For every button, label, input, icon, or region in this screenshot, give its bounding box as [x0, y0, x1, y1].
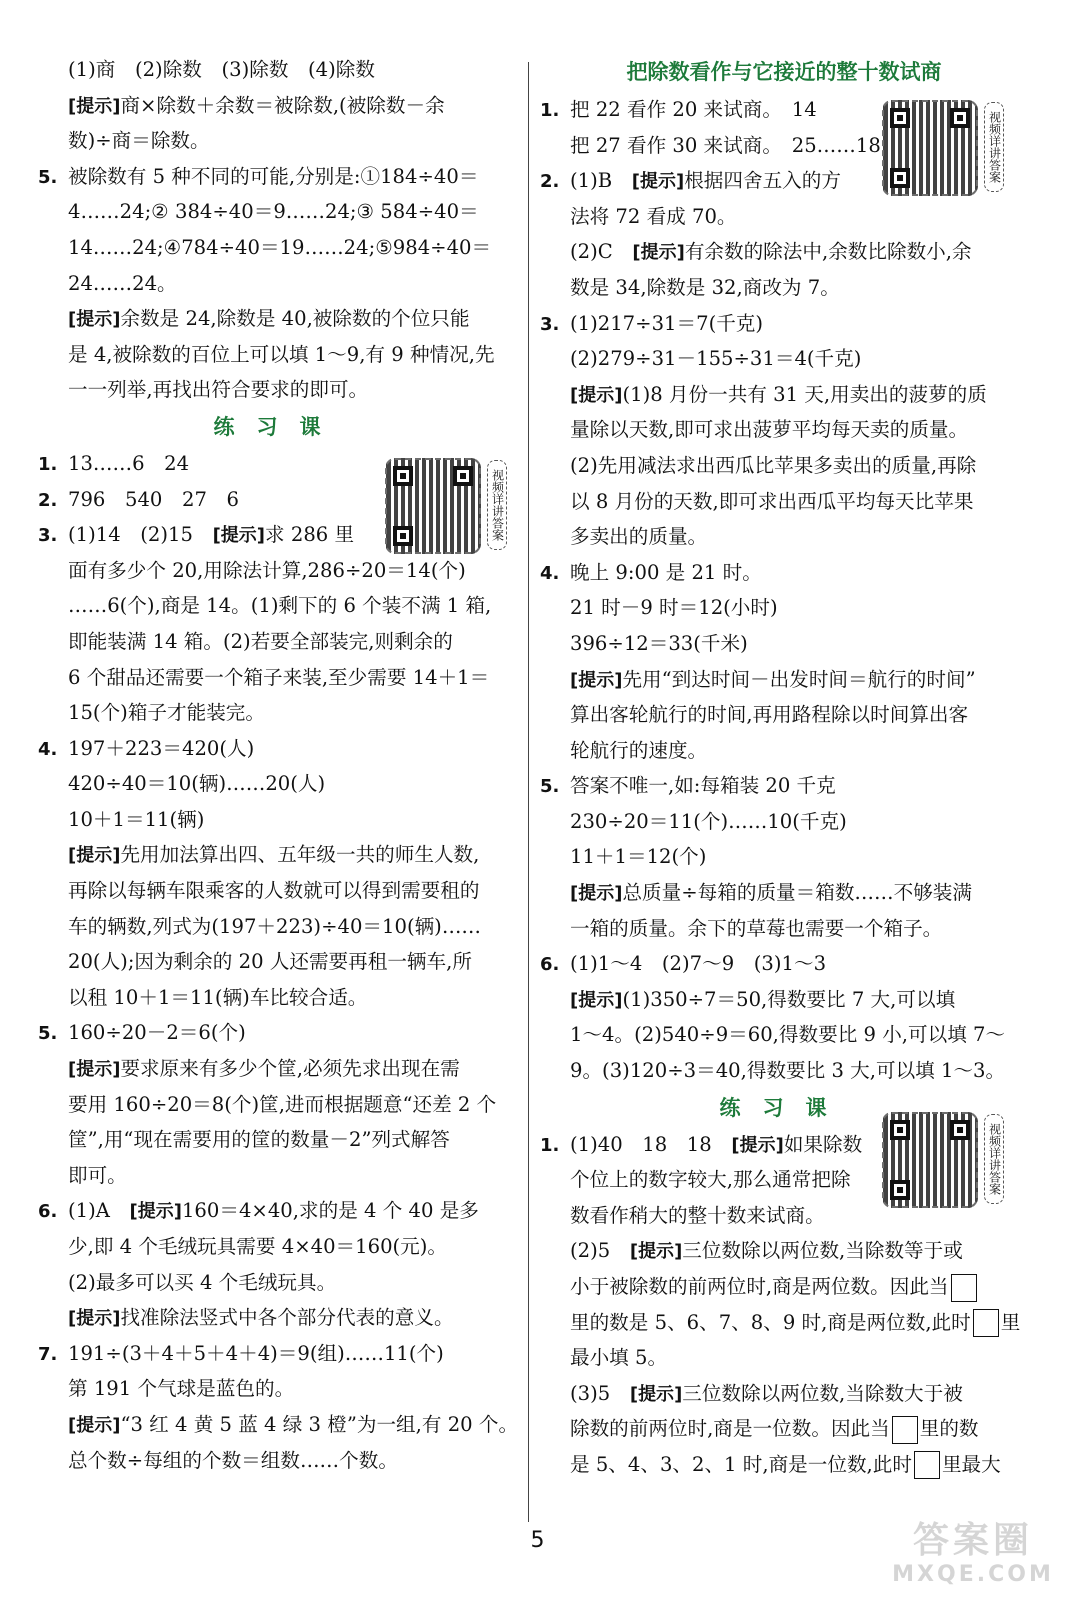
- text-line: 以租 10＋1＝11(辆)车比较合适。: [68, 985, 368, 1009]
- text-line: 20(人);因为剩余的 20 人还需要再租一辆车,所: [68, 950, 472, 974]
- blank-box: [973, 1309, 999, 1337]
- text-line: 少,即 4 个毛绒玩具需要 4×40＝160(元)。: [68, 1235, 448, 1258]
- right-column: [540, 52, 1028, 1483]
- qr-label: 视频详讲答案: [984, 102, 1004, 192]
- section-heading: 练习课: [213, 414, 343, 439]
- text-line: [ 提示 ] 先用加法算出四、五年级一共的师生人数,: [38, 837, 518, 873]
- qr-finder-icon: [890, 168, 910, 188]
- question-number: 2.: [38, 489, 58, 511]
- text-line: 15(个)箱子才能装完。: [68, 701, 265, 725]
- qr-label: 视频详讲答案: [984, 1114, 1004, 1204]
- qr-code[interactable]: [882, 1112, 1004, 1208]
- question-1: 1. 把 22 看作 20 来试商。 14: [540, 92, 1028, 128]
- hint-tag: [ 提示 ]: [68, 96, 120, 117]
- question-4: 4. 晚上 9:00 是 21 时。: [540, 555, 1028, 591]
- question-number: 3.: [38, 525, 58, 547]
- text-line: 9。(3)120÷3＝40,得数要比 3 大,可以填 1～3。: [570, 1059, 1006, 1083]
- watermark-url: MXQE.COM: [892, 1562, 1054, 1587]
- text-line: (3)5 [ 提示 ] 三位数除以两位数,当除数大于被: [540, 1376, 1028, 1412]
- text-line: [ 提示 ] (1)350÷7＝50,得数要比 7 大,可以填: [540, 982, 1028, 1018]
- text-line: 230÷20＝11(个)……10(千克): [570, 809, 847, 833]
- column-divider: [528, 62, 529, 1522]
- question-3: 3. (1)14 (2)15 [ 提示 ] 求 286 里: [38, 517, 518, 553]
- text-line: 一箱的质量。余下的草莓也需要一个箱子。: [570, 916, 943, 940]
- hint-tag: [ 提示 ]: [632, 171, 684, 192]
- qr-finder-icon: [890, 1120, 910, 1140]
- question-1: 1. (1)40 18 18 [ 提示 ] 如果除数: [540, 1127, 1028, 1163]
- watermark: [878, 1520, 1068, 1595]
- question-number: 6.: [38, 1201, 58, 1223]
- question-number: 2.: [540, 171, 560, 193]
- text-line: 数是 34,除数是 32,商改为 7。: [570, 275, 840, 299]
- question-5: 5. 被除数有 5 种不同的可能,分别是:①184÷40＝: [38, 159, 518, 195]
- text-line: (1)商 (2)除数 (3)除数 (4)除数: [68, 58, 375, 81]
- text-line: (2)先用减法求出西瓜比苹果多卖出的质量,再除: [570, 453, 977, 477]
- hint-tag: [ 提示 ]: [632, 242, 684, 263]
- text-line: 把 27 看作 30 来试商。 25……18: [570, 133, 881, 157]
- text-line: 车的辆数,列式为(197＋223)÷40＝10(辆)……: [68, 914, 482, 938]
- text-line: 总个数÷每组的个数＝组数……个数。: [68, 1448, 398, 1472]
- text-line: 数)÷商＝除数。: [68, 129, 210, 153]
- hint-tag: [ 提示 ]: [68, 1308, 120, 1329]
- question-number: 5.: [540, 776, 560, 798]
- text-line: 个位上的数字较大,那么通常把除: [570, 1168, 851, 1192]
- question-number: 6.: [540, 954, 560, 976]
- hint-tag: [ 提示 ]: [570, 385, 622, 406]
- text-line: 14……24;④784÷40＝19……24;⑤984÷40＝: [68, 235, 492, 259]
- question-4: 4. 197＋223＝420(人): [38, 731, 518, 767]
- text-line: 24……24。: [68, 271, 177, 295]
- hint-tag: [ 提示 ]: [68, 309, 120, 330]
- text-line: 420÷40＝10(辆)……20(人): [68, 772, 326, 796]
- question-6: 6. (1)A [ 提示 ] 160＝4×40,求的是 4 个 40 是多: [38, 1193, 518, 1229]
- text-line: 以 8 月份的天数,即可求出西瓜平均每天比苹果: [570, 489, 974, 513]
- hint-tag: [ 提示 ]: [570, 883, 622, 904]
- text-line: 数看作稍大的整十数来试商。: [570, 1203, 825, 1227]
- hint-tag: [ 提示 ]: [130, 1201, 182, 1222]
- text-line: 是 4,被除数的百位上可以填 1～9,有 9 种情况,先: [68, 342, 495, 366]
- hint-tag: [ 提示 ]: [68, 845, 120, 866]
- question-2: 2. 796 540 27 6: [38, 482, 518, 518]
- text-line: [ 提示 ] 要求原来有多少个筐,必须先求出现在需: [38, 1051, 518, 1087]
- text-line: 1～4。(2)540÷9＝60,得数要比 9 小,可以填 7～: [570, 1023, 1006, 1047]
- text-line: (2)279÷31－155÷31＝4(千克): [570, 347, 862, 371]
- watermark-logo-text: 答案圈: [912, 1520, 1033, 1561]
- text-line: 多卖出的质量。: [570, 525, 708, 549]
- qr-finder-icon: [453, 466, 473, 486]
- left-column: [38, 52, 518, 1478]
- text-line: 是 5、4、3、2、1 时,商是一位数,此时 里最大: [540, 1447, 1028, 1483]
- text-line: 除数的前两位时,商是一位数。因此当 里的数: [540, 1411, 1028, 1447]
- hint-tag: [ 提示 ]: [68, 1415, 120, 1436]
- question-number: 1.: [38, 453, 58, 475]
- hint-tag: [ 提示 ]: [630, 1241, 682, 1262]
- qr-code[interactable]: [882, 100, 1004, 196]
- question-1: 1. 13……6 24: [38, 446, 518, 482]
- text-line: 6 个甜品还需要一个箱子来装,至少需要 14＋1＝: [68, 665, 490, 689]
- hint-tag: [ 提示 ]: [731, 1135, 783, 1156]
- text-line: 最小填 5。: [570, 1346, 668, 1370]
- text-line: 再除以每辆车限乘客的人数就可以得到需要租的: [68, 879, 480, 903]
- text-line: 面有多少个 20,用除法计算,286÷20＝14(个): [68, 558, 466, 582]
- qr-label: 视频详讲答案: [487, 460, 507, 550]
- question-2: 2. (1)B [ 提示 ] 根据四舍五入的方: [540, 163, 1028, 199]
- qr-finder-icon: [950, 1120, 970, 1140]
- qr-finder-icon: [950, 108, 970, 128]
- text-line: 量除以天数,即可求出菠萝平均每天卖的质量。: [570, 418, 969, 442]
- text-line: [ 提示 ] 商×除数＋余数＝被除数,(被除数－余: [38, 88, 518, 124]
- question-number: 7.: [38, 1343, 58, 1365]
- question-number: 5.: [38, 1023, 58, 1045]
- text-line: 即可。: [68, 1163, 127, 1187]
- text-line: [ 提示 ] (1)8 月份一共有 31 天,用卖出的菠萝的质: [540, 377, 1028, 413]
- text-line: [ 提示 ] 找准除法竖式中各个部分代表的意义。: [38, 1300, 518, 1336]
- text-line: [ 提示 ] “3 红 4 黄 5 蓝 4 绿 3 橙”为一组,有 20 个。: [38, 1407, 518, 1443]
- qr-finder-icon: [890, 108, 910, 128]
- question-5: 5. 答案不唯一,如:每箱装 20 千克: [540, 768, 1028, 804]
- hint-tag: [ 提示 ]: [630, 1384, 682, 1405]
- hint-tag: [ 提示 ]: [68, 1059, 120, 1080]
- page-number: 5: [530, 1528, 545, 1553]
- text-line: 算出客轮航行的时间,再用路程除以时间算出客: [570, 703, 969, 727]
- qr-code[interactable]: [385, 458, 507, 554]
- qr-finder-icon: [393, 526, 413, 546]
- text-line: 小于被除数的前两位时,商是两位数。因此当: [540, 1269, 1028, 1305]
- text-line: 第 191 个气球是蓝色的。: [68, 1377, 295, 1401]
- question-6: 6. (1)1～4 (2)7～9 (3)1～3: [540, 946, 1028, 982]
- qr-finder-icon: [890, 1180, 910, 1200]
- text-line: 11＋1＝12(个): [570, 845, 707, 869]
- text-line: 21 时－9 时＝12(小时): [570, 596, 778, 620]
- blank-box: [914, 1451, 940, 1479]
- blank-box: [892, 1416, 918, 1444]
- question-number: 1.: [540, 100, 560, 121]
- hint-tag: [ 提示 ]: [570, 670, 622, 691]
- question-number: 4.: [540, 562, 560, 584]
- text-line: 396÷12＝33(千米): [570, 631, 748, 655]
- text-line: 里的数是 5、6、7、8、9 时,商是两位数,此时 里: [540, 1305, 1028, 1341]
- question-5: 5. 160÷20－2＝6(个): [38, 1015, 518, 1051]
- question-7: 7. 191÷(3＋4＋5＋4＋4)＝9(组)……11(个): [38, 1336, 518, 1372]
- text-line: ……6(个),商是 14。(1)剩下的 6 个装不满 1 箱,: [68, 594, 492, 618]
- text-line: (2)最多可以买 4 个毛绒玩具。: [68, 1270, 337, 1294]
- question-number: 4.: [38, 738, 58, 760]
- qr-finder-icon: [393, 466, 413, 486]
- question-number: 3.: [540, 313, 560, 335]
- text-line: 10＋1＝11(辆): [68, 807, 205, 831]
- text-line: 即能装满 14 箱。(2)若要全部装完,则剩余的: [68, 629, 453, 653]
- text-line: 一一列举,再找出符合要求的即可。: [68, 378, 369, 402]
- text-line: (2)5 [ 提示 ] 三位数除以两位数,当除数等于或: [540, 1233, 1028, 1269]
- hint-tag: [ 提示 ]: [570, 990, 622, 1011]
- text-line: [ 提示 ] 先用“到达时间－出发时间＝航行的时间”: [540, 662, 1028, 698]
- question-number: 5.: [38, 166, 58, 188]
- text-line: 轮航行的速度。: [570, 738, 708, 762]
- section-title: 把除数看作与它接近的整十数试商: [626, 60, 942, 84]
- section-heading: 练习课: [719, 1095, 849, 1120]
- text-line: (2)C [ 提示 ] 有余数的除法中,余数比除数小,余: [540, 234, 1028, 270]
- text-line: 4……24;② 384÷40＝9……24;③ 584÷40＝: [68, 200, 479, 224]
- text-line: 法将 72 看成 70。: [570, 204, 737, 228]
- text-line: [ 提示 ] 余数是 24,除数是 40,被除数的个位只能: [38, 301, 518, 337]
- text-line: 筐”,用“现在需要用的筐的数量－2”列式解答: [68, 1128, 450, 1152]
- question-number: 1.: [540, 1134, 560, 1156]
- blank-box: [951, 1274, 977, 1302]
- question-3: 3. (1)217÷31＝7(千克): [540, 306, 1028, 342]
- text-line: [ 提示 ] 总质量÷每箱的质量＝箱数……不够装满: [540, 875, 1028, 911]
- hint-tag: [ 提示 ]: [213, 525, 265, 546]
- text-line: 要用 160÷20＝8(个)筐,进而根据题意“还差 2 个: [68, 1092, 497, 1116]
